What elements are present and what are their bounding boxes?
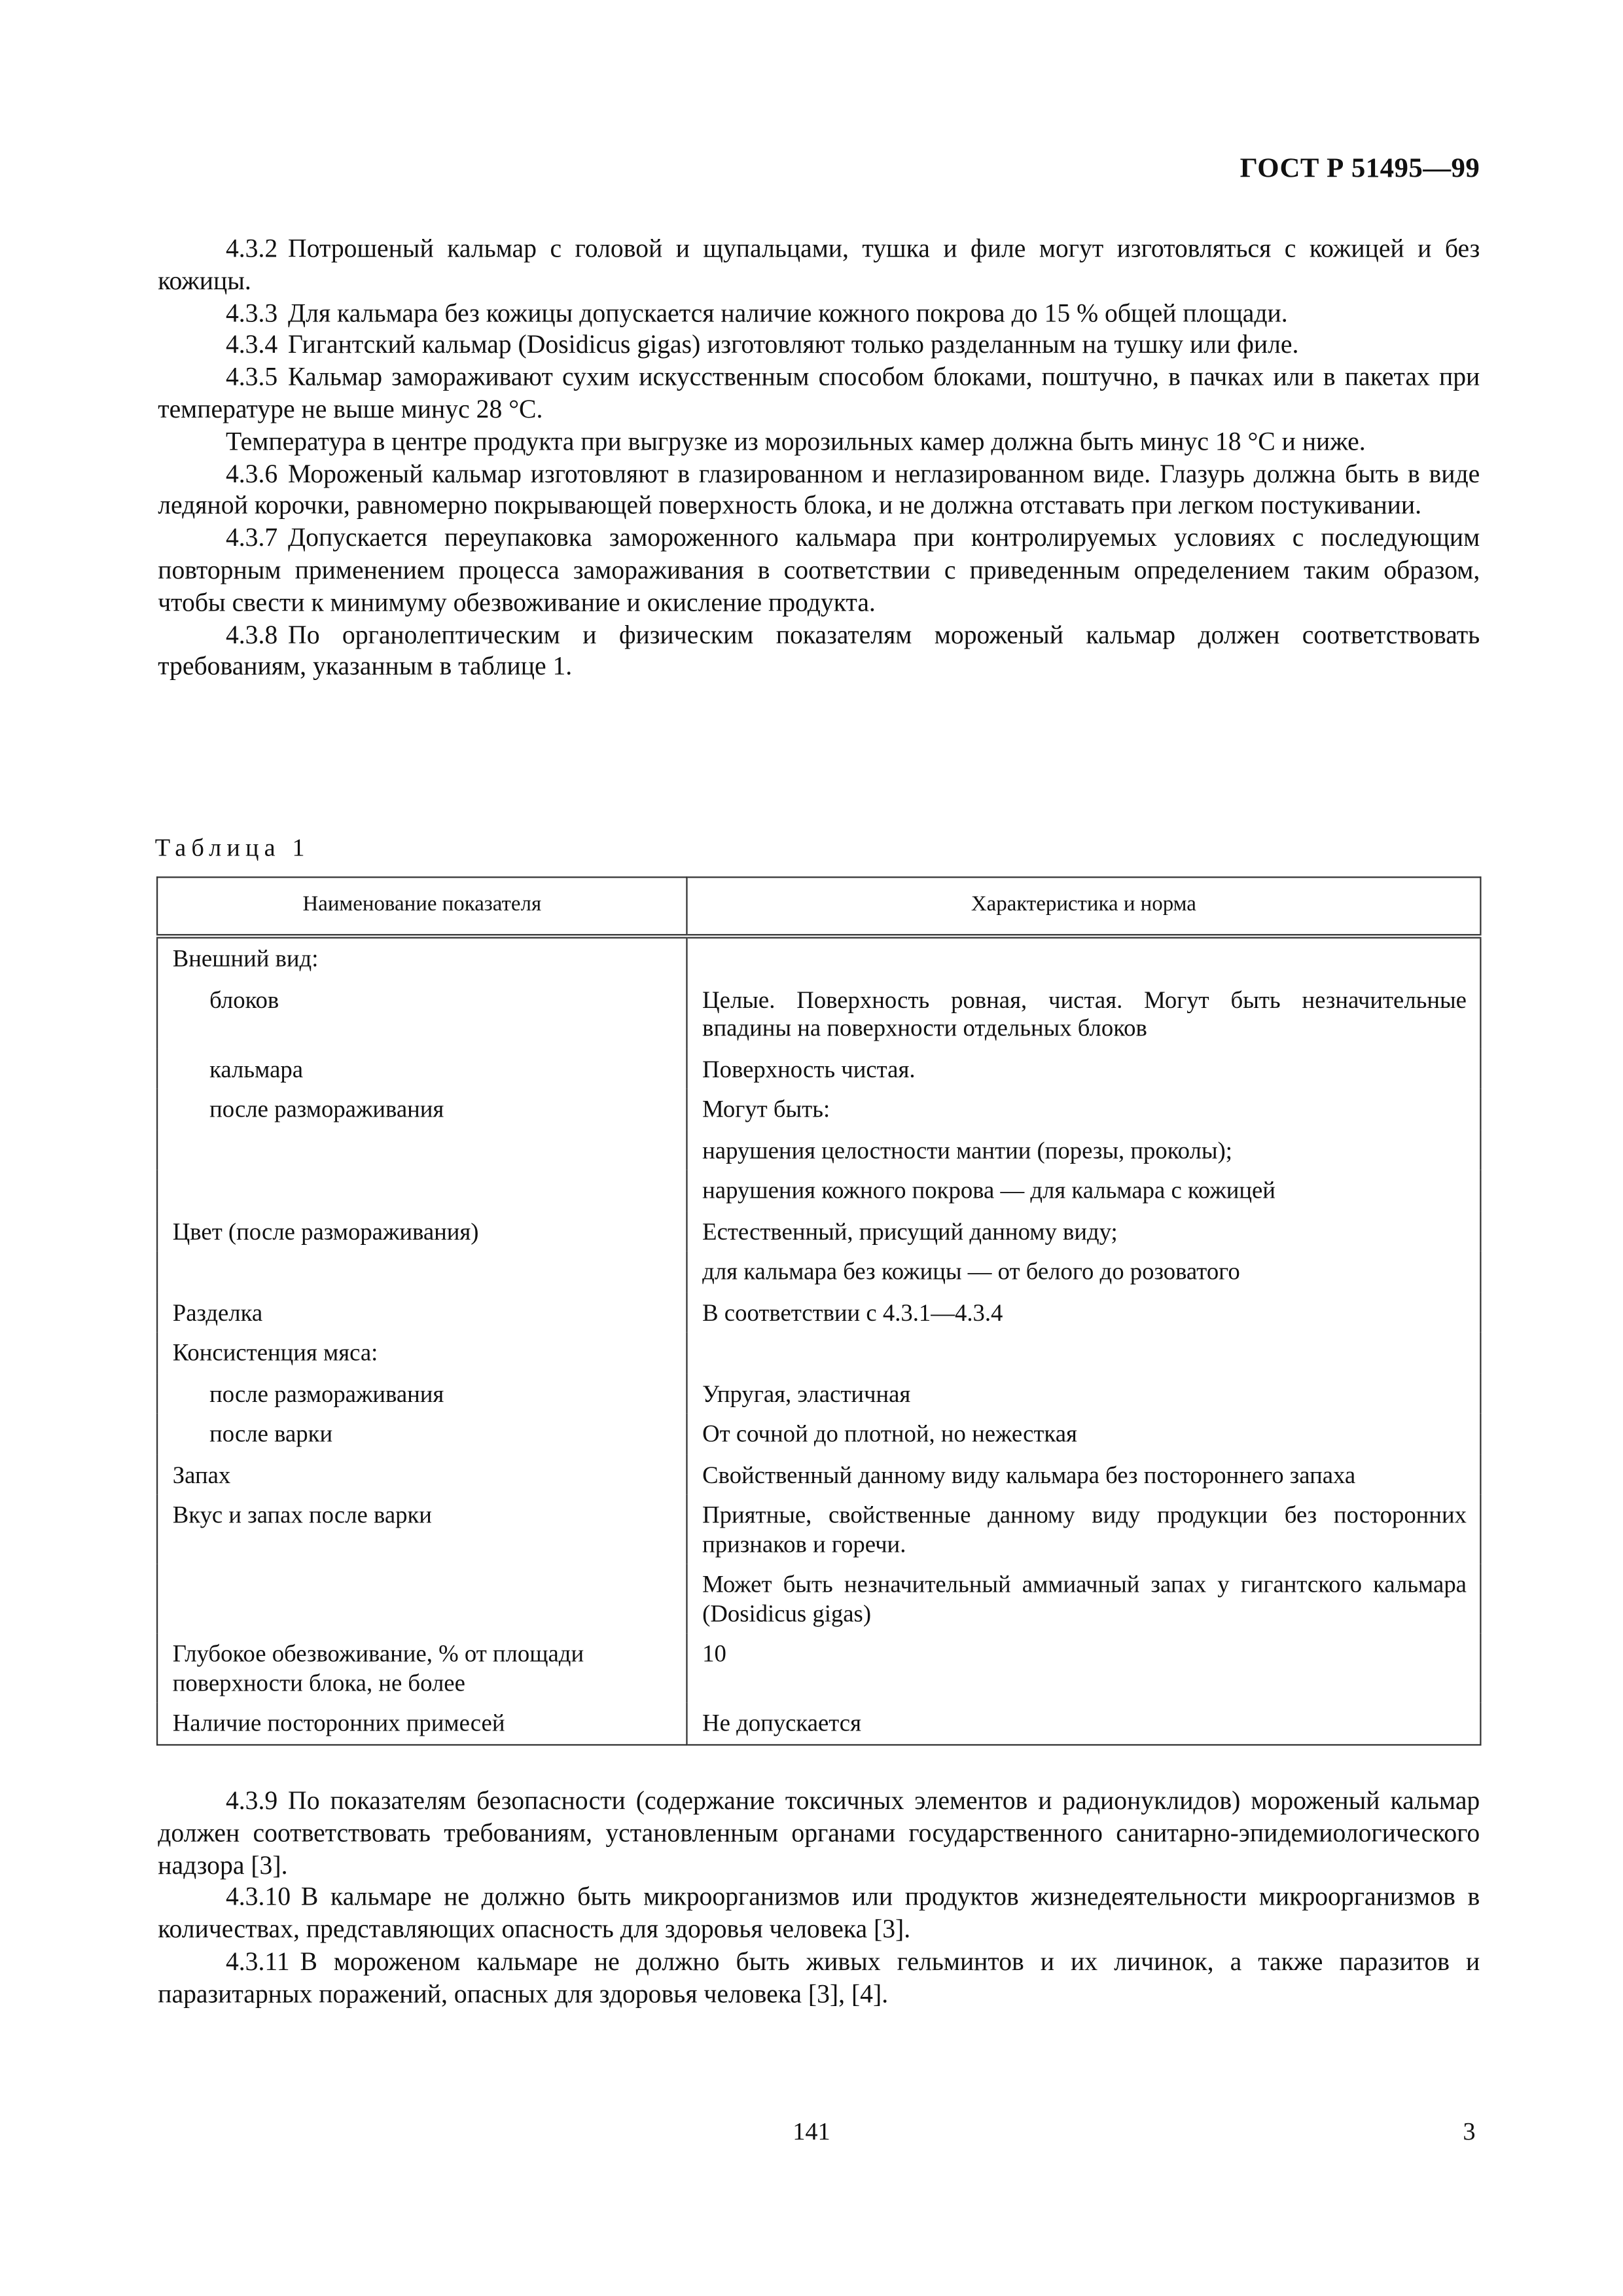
- norm-cell: Поверхность чистая.: [687, 1049, 1480, 1089]
- norm-cell: нарушения кожного покрова — для кальмара с кожицей: [687, 1170, 1480, 1211]
- paragraph: [158, 619, 1480, 683]
- table-row: [157, 1373, 1480, 1414]
- indicator-cell: [157, 1564, 687, 1634]
- norm-cell: В соответствии с 4.3.1—4.3.4: [687, 1292, 1480, 1333]
- norm-cell: 10: [687, 1634, 1480, 1703]
- table-body: [157, 936, 1480, 1744]
- table-header-norm: Характеристика и норма: [687, 877, 1480, 936]
- table-row: [157, 1170, 1480, 1211]
- paragraph-text: Допускается переупаковка замороженного кальмара при контролируемых условиях с последующим повторным применением процесса замораживания в соответствии с приведенным определением таким образом, чтобы свести к минимуму обезвоживание и окисление продукта.: [158, 522, 1480, 617]
- table-row: [157, 1089, 1480, 1130]
- paragraph-text: Мороженый кальмар изготовляют в глазированном и неглазированном виде. Глазурь должна быть в виде ледяной корочки, равномерно покрывающей поверхность блока, и не должна отставать при легком постукивании.: [158, 458, 1480, 520]
- clause-number: 4.3.4: [225, 329, 278, 359]
- paragraph: [158, 1946, 1480, 2011]
- norm-cell: От сочной до плотной, но нежесткая: [687, 1414, 1480, 1454]
- clause-number: 4.3.10: [225, 1882, 291, 1912]
- paragraph-text: Кальмар замораживают сухим искусственным способом блоками, поштучно, в пачках или в пакетах при температуре не выше минус 28 °С.: [158, 361, 1480, 424]
- table-row: [157, 1292, 1480, 1333]
- table-row: [157, 1049, 1480, 1089]
- paragraph: [158, 426, 1480, 458]
- body-text-top: [158, 233, 1480, 683]
- paragraph: [158, 233, 1480, 297]
- indicator-cell: блоков: [157, 979, 687, 1049]
- table-row: [157, 1454, 1480, 1495]
- indicator-cell: [157, 1170, 687, 1211]
- clause-number: 4.3.2: [225, 233, 278, 263]
- table-row: [157, 1130, 1480, 1170]
- paragraph-text: По органолептическим и физическим показателям мороженый кальмар должен соответствовать требованиям, указанным в таблице 1.: [158, 619, 1480, 681]
- indicator-cell: Разделка: [157, 1292, 687, 1333]
- body-text-bottom: [158, 1785, 1480, 2011]
- paragraph-text: В кальмаре не должно быть микроорганизмов или продуктов жизнедеятельности микроорганизмов в количествах, представляющих опасность для здоровья человека [3].: [158, 1882, 1480, 1944]
- norm-cell: нарушения целостности мантии (порезы, проколы);: [687, 1130, 1480, 1170]
- paragraph-text: Температура в центре продукта при выгрузке из морозильных камер должна быть минус 18 °С и ниже.: [225, 426, 1366, 456]
- norm-cell: Свойственный данному виду кальмара без постороннего запаха: [687, 1454, 1480, 1495]
- paragraph: [158, 458, 1480, 522]
- indicator-cell: [157, 1251, 687, 1292]
- paragraph-text: Для кальмара без кожицы допускается наличие кожного покрова до 15 % общей площади.: [288, 297, 1288, 327]
- norm-cell: Могут быть:: [687, 1089, 1480, 1130]
- table-row: [157, 1495, 1480, 1564]
- paragraph: [158, 522, 1480, 619]
- table-row: [157, 1564, 1480, 1634]
- indicator-cell: Наличие посторонних примесей: [157, 1703, 687, 1744]
- table-row: [157, 1251, 1480, 1292]
- table-row: [157, 1211, 1480, 1251]
- clause-number: 4.3.8: [225, 619, 278, 649]
- clause-number: 4.3.5: [225, 361, 278, 391]
- indicator-cell: после размораживания: [157, 1089, 687, 1130]
- norm-cell: [687, 936, 1480, 978]
- table-caption: Таблица 1: [154, 833, 310, 862]
- indicator-cell: Глубокое обезвоживание, % от площади поверхности блока, не более: [157, 1634, 687, 1703]
- norm-cell: Естественный, присущий данному виду;: [687, 1211, 1480, 1251]
- table-header-row: [157, 877, 1480, 936]
- paragraph: [158, 1882, 1480, 1946]
- paragraph: [158, 330, 1480, 362]
- paragraph: [158, 1785, 1480, 1882]
- indicator-cell: Вкус и запах после варки: [157, 1495, 687, 1564]
- collection-page-number: 141: [793, 2117, 830, 2146]
- clause-number: 4.3.7: [225, 522, 278, 552]
- norm-cell: Не допускается: [687, 1703, 1480, 1744]
- norm-cell: Может быть незначительный аммиачный запах у гигантского кальмара (Dosidicus gigas): [687, 1564, 1480, 1634]
- table-row: [157, 1333, 1480, 1373]
- page-number: 3: [1463, 2117, 1476, 2146]
- indicator-cell: [157, 1130, 687, 1170]
- standard-id: ГОСТ Р 51495—99: [1240, 153, 1480, 185]
- norm-cell: Целые. Поверхность ровная, чистая. Могут быть незначительные впадины на поверхности отдельных блоков: [687, 979, 1480, 1049]
- indicator-cell: Цвет (после размораживания): [157, 1211, 687, 1251]
- table-row: [157, 1703, 1480, 1744]
- table-row: [157, 979, 1480, 1049]
- table-header-name: Наименование показателя: [157, 877, 687, 936]
- norm-cell: для кальмара без кожицы — от белого до розоватого: [687, 1251, 1480, 1292]
- clause-number: 4.3.9: [225, 1785, 278, 1816]
- paragraph-text: Потрошеный кальмар с головой и щупальцами, тушка и филе могут изготовляться с кожицей и без кожицы.: [158, 233, 1480, 295]
- spec-table: [156, 876, 1482, 1745]
- norm-cell: Упругая, эластичная: [687, 1373, 1480, 1414]
- table-row: [157, 936, 1480, 978]
- paragraph-text: По показателям безопасности (содержание токсичных элементов и радионуклидов) мороженый кальмар должен соответствовать требованиям, установленным органами государственного санитарно-эпидемиологического надзора [3].: [158, 1785, 1480, 1880]
- indicator-cell: Консистенция мяса:: [157, 1333, 687, 1373]
- paragraph-text: В мороженом кальмаре не должно быть живых гельминтов и их личинок, а также паразитов и паразитарных поражений, опасных для здоровья человека [3], [4].: [158, 1946, 1480, 2008]
- paragraph-text: Гигантский кальмар (Dosidicus gigas) изготовляют только разделанным на тушку или филе.: [288, 329, 1299, 359]
- indicator-cell: после размораживания: [157, 1373, 687, 1414]
- indicator-cell: Запах: [157, 1454, 687, 1495]
- norm-cell: [687, 1333, 1480, 1373]
- indicator-cell: кальмара: [157, 1049, 687, 1089]
- clause-number: 4.3.11: [225, 1946, 290, 1976]
- indicator-cell: Внешний вид:: [157, 936, 687, 978]
- table-row: [157, 1634, 1480, 1703]
- indicator-cell: после варки: [157, 1414, 687, 1454]
- table-row: [157, 1414, 1480, 1454]
- norm-cell: Приятные, свойственные данному виду продукции без посторонних признаков и горечи.: [687, 1495, 1480, 1564]
- paragraph: [158, 297, 1480, 329]
- clause-number: 4.3.3: [225, 297, 278, 327]
- clause-number: 4.3.6: [225, 458, 278, 488]
- paragraph: [158, 362, 1480, 426]
